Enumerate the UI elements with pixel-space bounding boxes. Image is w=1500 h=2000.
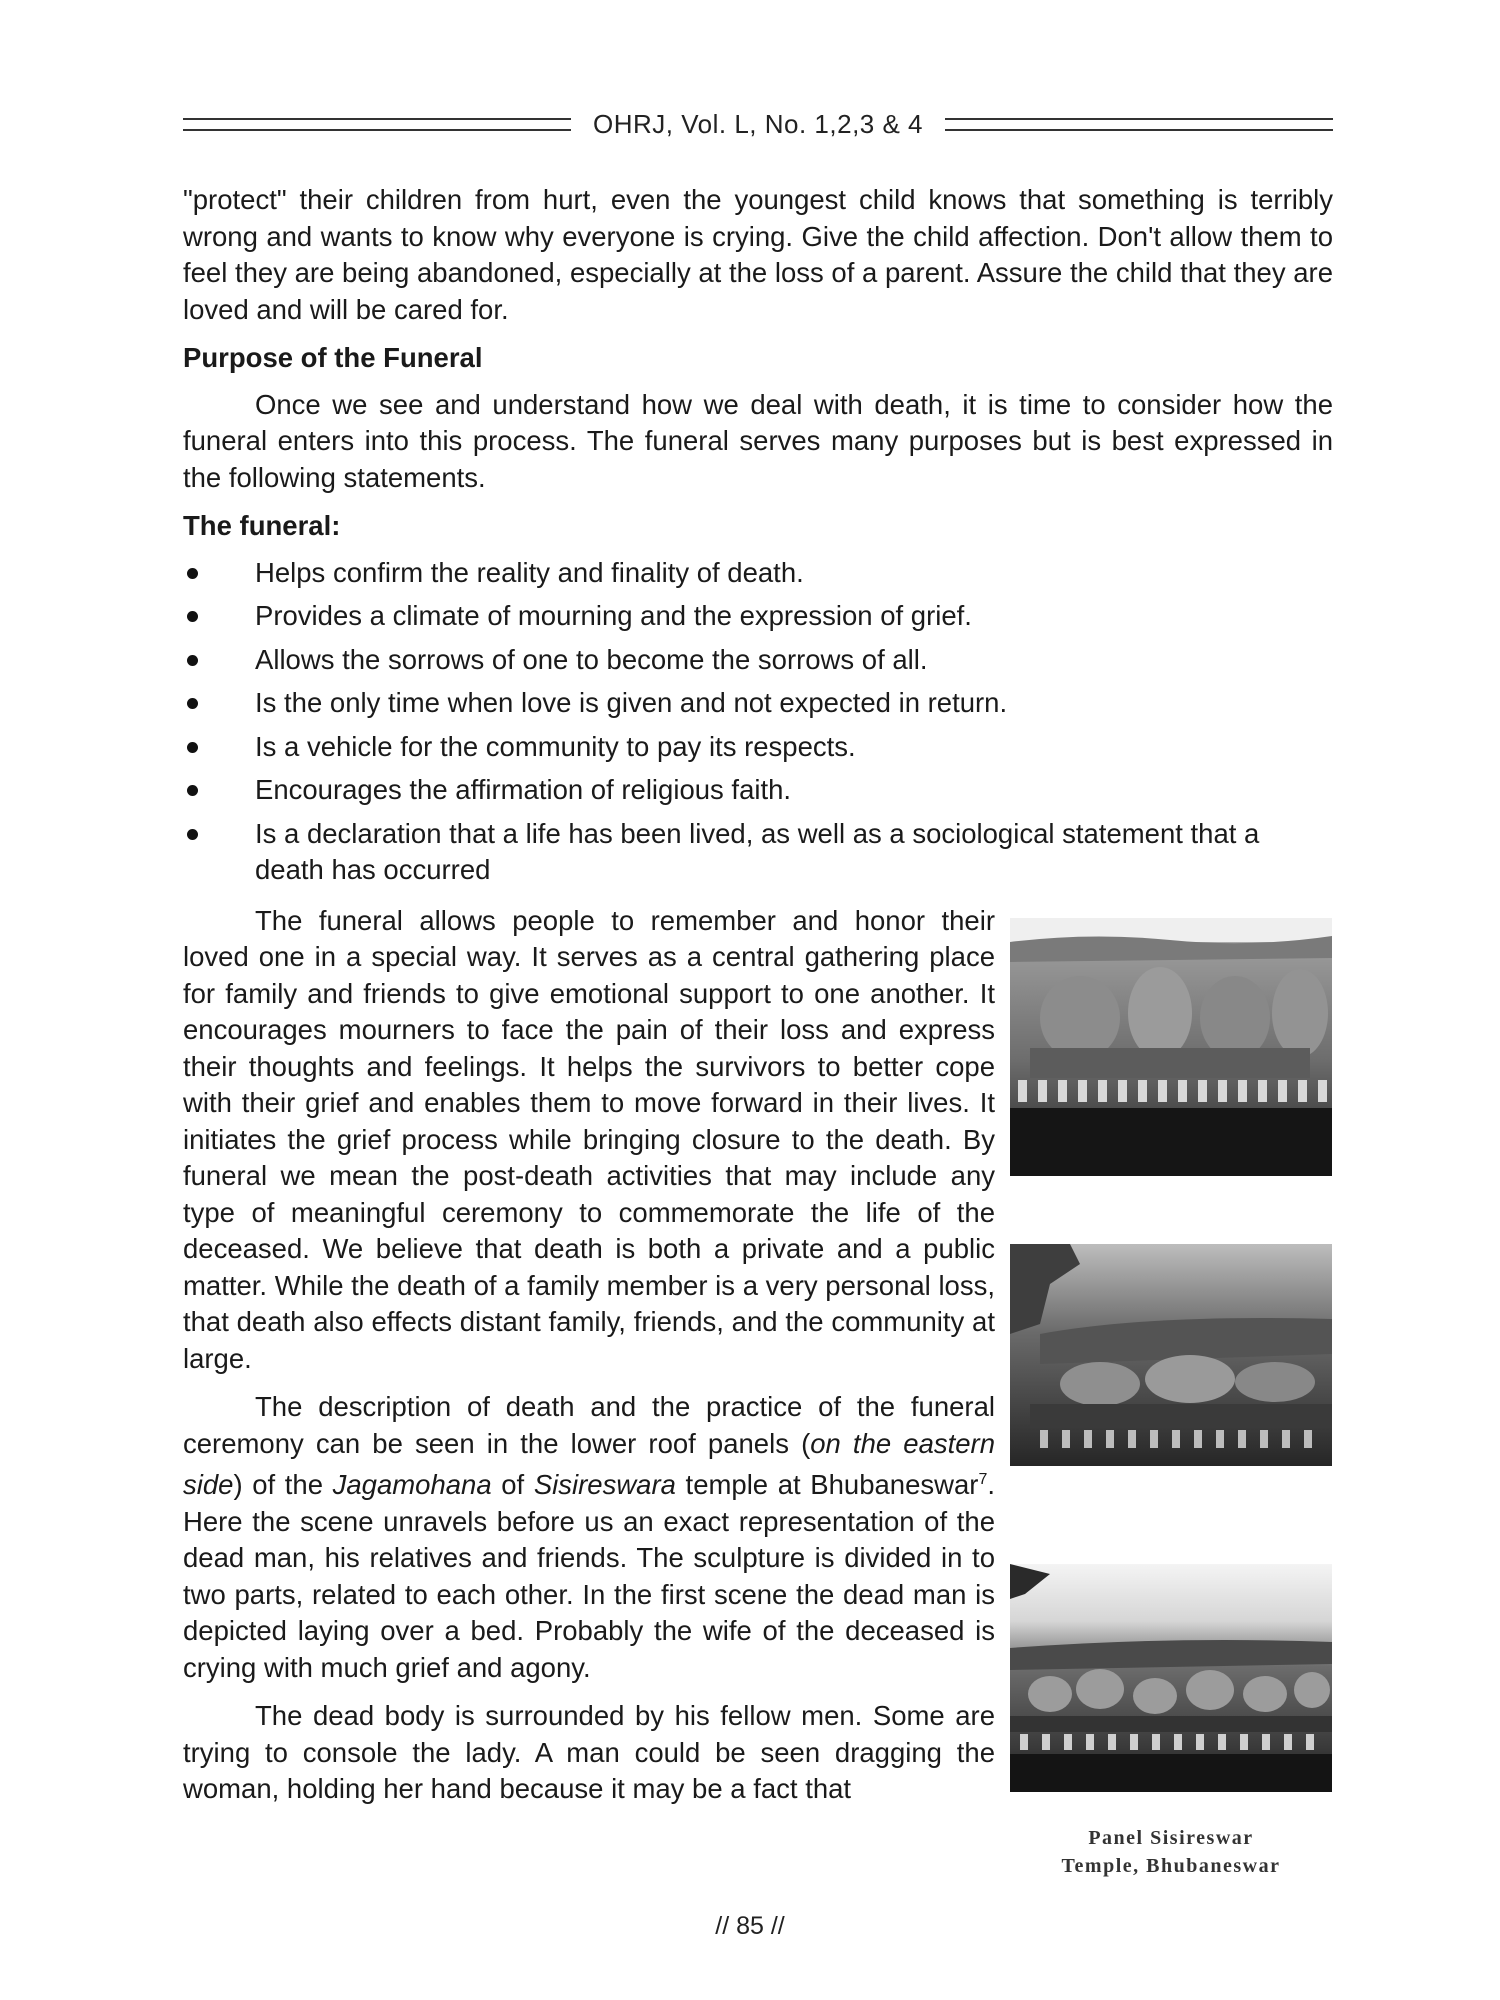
text-run: temple at Bhubaneswar [675,1469,979,1501]
panel-photo-2 [1010,1244,1332,1466]
subheading-the-funeral: The funeral: [183,510,341,541]
list-item: Allows the sorrows of one to become the sorrows of all. [183,642,1333,679]
caption-line: Panel Sisireswar [1088,1827,1254,1849]
panel-photo-1 [1010,918,1332,1176]
list-item: Is a vehicle for the community to pay its respects. [183,729,1333,766]
text-run: The description of death and the practice of the funeral ceremony can be seen in the lower roof panels ( [183,1391,995,1459]
text-run-italic: Jagamohana [332,1469,492,1501]
panel-photo-3 [1010,1564,1332,1792]
text-run-italic: Sisireswara [533,1469,676,1501]
list-item: Provides a climate of mourning and the expression of grief. [183,598,1333,635]
list-item: Is a declaration that a life has been lived, as well as a sociological statement that a death has occurred [183,816,1333,889]
header-rule-left [183,118,571,131]
relief-sculpture-image [1010,1564,1332,1792]
page-number: // 85 // [715,1912,785,1940]
journal-title: OHRJ, Vol. L, No. 1,2,3 & 4 [593,108,923,139]
figure-caption [1010,1824,1332,1880]
text-run: of [491,1469,534,1501]
text-run-italic: on the eastern side [183,1427,995,1501]
paragraph-children: "protect" their children from hurt, even the youngest child knows that something is terribly wrong and wants to know why everyone is crying. Give the child affection. Don't allow them to feel they are being abandoned, especially at the loss of a parent. Assure the child that they are loved and will be cared for. [183,184,1333,325]
footnote-ref[interactable]: 7 [978,1471,988,1488]
paragraph-sisireswara-description [183,1389,995,1686]
list-item: Helps confirm the reality and finality of death. [183,555,1333,592]
section-heading-purpose: Purpose of the Funeral [183,342,483,373]
funeral-purpose-list [183,555,1333,889]
paragraph-purpose: Once we see and understand how we deal with death, it is time to consider how the funeral enters into this process. The funeral serves many purposes but is best expressed in the following statements. [183,388,1333,493]
paragraph-funeral-remember: The funeral allows people to remember and honor their loved one in a special way. It serves as a central gathering place for family and friends to give emotional support to one another. It encourages mourners to face the pain of their loss and express their thoughts and feelings. It helps the survivors to better cope with their grief and enables them to move forward in their lives. It initiates the grief process while bringing closure to the death. By funeral we mean the post-death activities that may include any type of meaningful ceremony to commemorate the life of the deceased. We believe that death is both a private and a public matter. While the death of a family member is a very personal loss, that death also effects distant family, friends, and the community at large. [183,904,995,1374]
list-item: Encourages the affirmation of religious faith. [183,772,1333,809]
running-header [183,104,1333,144]
paragraph-dead-body: The dead body is surrounded by his fellow men. Some are trying to console the lady. A man could be seen dragging the woman, holding her hand because it may be a fact that [183,1700,995,1805]
caption-line: Temple, Bhubaneswar [1061,1855,1281,1877]
header-rule-right [945,118,1333,131]
text-run: . Here the scene unravels before us an exact representation of the dead man, his relatives and friends. The sculpture is divided in to two parts, related to each other. In the first scene the dead man is depicted laying over a bed. Probably the wife of the deceased is crying with much grief and agony. [183,1469,995,1683]
relief-sculpture-image [1010,918,1332,1176]
text-run: ) of the [233,1469,333,1501]
list-item: Is the only time when love is given and not expected in return. [183,685,1333,722]
relief-sculpture-image [1010,1244,1332,1466]
